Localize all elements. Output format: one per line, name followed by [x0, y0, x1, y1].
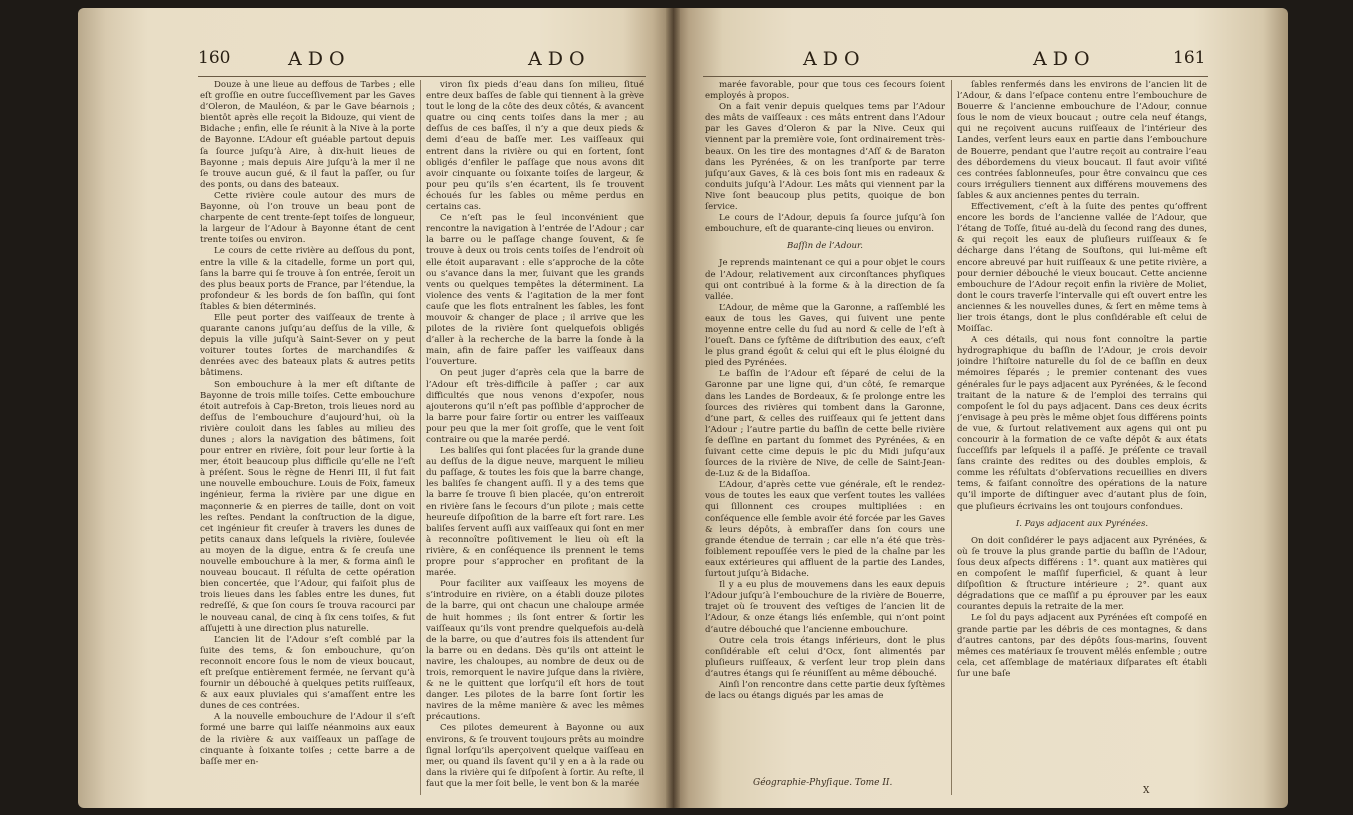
left-column-divider	[420, 80, 421, 795]
paragraph: On doit conſidérer le pays adjacent aux Pyrénées, & où ſe trouve la plus grande partie du baſſin de l’Adour, ſous deux aſpects différens : 1°. quant aux matières qui en compoſent le maſſif ſuperficiel, & quant à leur diſpoſition & ſtructure intérieure ; 2°. quant aux dégradations que ce maſſif a pu éprouver par les eaux courantes depuis la retraite de la mer.	[957, 535, 1207, 613]
paragraph: Ces pilotes demeurent à Bayonne ou aux environs, & ſe trouvent toujours prêts au moindre ſignal lorſqu’ils aperçoivent quelque vaiſſeau en mer, ou quand ils ſavent qu’il y en a à la rade ou dans la rivière qui ſe diſpoſent à ſortir. Au reſte, il faut que la mer ſoit belle, le vent bon & la marée	[426, 723, 644, 789]
paragraph: Les baliſes qui ſont placées ſur la grande dune au deſſus de la digue neuve, marquent le milieu du paſſage, & toutes les fois que la barre change, les baliſes ſe changent auſſi. Il y a des tems que la barre ſe trouve ſi bien placée, qu’on entreroit en rivière ſans le ſecours d’un pilote ; mais cette heureuſe diſpoſition de la barre eſt fort rare. Les baliſes ſervent auſſi aux vaiſſeaux qui ſont en mer à reconnoître poſitivement le lieu où eſt la rivière, & en conſéquence ils prennent le tems propre pour s’approcher en profitant de la marée.	[426, 446, 644, 579]
paragraph: On a fait venir depuis quelques tems par l’Adour des mâts de vaiſſeaux : ces mâts entrent dans l’Adour par les Gaves d’Oleron & par la Nive. Ceux qui viennent par la première voie, ſont ordinairement très-beaux. On les tire des montagnes d’Aſſ & de Baraton dans les Pyrénées, & on les tranſporte par terre juſqu’aux Gaves, & là ces bois ſont mis en radeaux & conduits juſqu’à l’Adour. Les mâts qui viennent par la Nive ſont beaucoup plus petits, quoique de bon ſervice.	[705, 102, 945, 213]
right-header-rule	[703, 76, 1208, 77]
paragraph: marée favorable, pour que tous ces ſecours ſoient employés à propos.	[705, 80, 945, 102]
paragraph: Il y a eu plus de mouvemens dans les eaux depuis l’Adour juſqu’à l’embouchure de la rivière de Bouerre, trajet où ſe trouvent des veſtiges de l’ancien lit de l’Adour, & onze étangs liés enſemble, qui n’ont point d’autre débouché que l’ancienne embouchure.	[705, 580, 945, 635]
paragraph: Outre cela trois étangs inférieurs, dont le plus conſidérable eſt celui d’Ocx, ſont alimentés par pluſieurs ruiſſeaux, & verſent leur trop plein dans d’autres étangs qui ſe réuniſſent au même débouché.	[705, 635, 945, 679]
paragraph: Le ſol du pays adjacent aux Pyrénées eſt compoſé en grande partie par les débris de ces montagnes, & dans d’autres cantons, par des dépôts ſous-marins, ſouvent mêmes ces matériaux ſe trouvent mêlés enſemble ; outre cela, cet aſſemblage de matériaux diſparates eſt établi ſur une baſe	[957, 613, 1207, 679]
page-footer: Géographie-Phyſique. Tome II.	[753, 778, 893, 788]
right-header-word-1: ADO	[803, 48, 866, 70]
paragraph: A ces détails, qui nous font connoître la partie hydrographique du baſſin de l’Adour, je crois devoir joindre l’hiſtoire naturelle du ſol de ce baſſin en deux mémoires ſéparés ; le premier contenant des vues générales ſur le pays adjacent aux Pyrénées, & le ſecond traitant de la nature & de l’emploi des terrains qui compoſent le ſol du pays adjacent. Dans ces deux écrits j’envisage à peu près le même objet ſous différens points de vue, & ſurtout relativement aux agens qui ont pu concourir à la formation de ce vaſte dépôt & aux états ſucceſſifs par leſquels il a paſſé. Je préſente ce travail ſans crainte des redites ou des doubles emplois, & comme les réſultats d’obſervations recueillies en divers tems, & faiſant connoître des opérations de la nature qu’il importe de diſtinguer avec d’autant plus de ſoin, que pluſieurs écrivains les ont toujours confondues.	[957, 335, 1207, 512]
open-book	[78, 8, 1288, 808]
left-page-header	[198, 48, 648, 76]
section-subheading: I. Pays adjacent aux Pyrénées.	[1015, 518, 1149, 529]
left-page-number: 160	[198, 48, 231, 68]
right-header-word-2: ADO	[1033, 48, 1096, 70]
right-page	[673, 8, 1288, 808]
paragraph: ſables renfermés dans les environs de l’ancien lit de l’Adour, & dans l’eſpace contenu entre l’embouchure de Bouerre & l’ancienne embouchure de l’Adour, connue ſous le nom de vieux boucaut ; outre cela neuf étangs, qui ne reçoivent aucuns ruiſſeaux de l’intérieur des Landes, verſent leurs eaux en partie dans l’embouchure de Bouerre, pendant que l’autre reçoit au contraire l’eau des débordemens du vieux boucaut. Il faut avoir viſité ces contrées ſablonneuſes, pour être convaincu que ces cours irréguliers tiennent aux différens mouvemens des ſables & aux anciennes pentes du terrain.	[957, 80, 1207, 201]
paragraph: viron ſix pieds d’eau dans ſon milieu, ſitué entre deux baſſes de ſable qui tiennent à la grève tout le long de la côte des deux côtés, & avancent quatre ou cinq cents toiſes dans la mer ; au deſſus de ces baſſes, il n’y a que deux pieds & demi d’eau de baſſe mer. Les vaiſſeaux qui entrent dans la rivière ou qui en ſortent, ſont obligés d’enfiler le paſſage que nous avons dit avoir cinquante ou ſoixante toiſes de largeur, & pour peu qu’ils s’en écartent, ils ſe trouvent échoués ſur les ſables ou même perdus en certains cas.	[426, 80, 644, 213]
paragraph: Cette rivière coule autour des murs de Bayonne, où l’on trouve un beau pont de charpente de cent trente-ſept toiſes de longueur, la largeur de l’Adour à Bayonne étant de cent trente toiſes ou environ.	[200, 190, 415, 246]
left-column-1	[200, 80, 415, 800]
right-page-header	[703, 48, 1223, 76]
paragraph: Effectivement, c’eſt à la ſuite des pentes qu’offrent encore les bords de l’ancienne vallée de l’Adour, que l’étang de Toſſe, ſitué au-delà du ſecond rang des dunes, & qui reçoit les eaux de pluſieurs ruiſſeaux & ſe décharge dans l’étang de Souſtons, qui lui-même eſt encore abreuvé par huit ruiſſeaux & une petite rivière, a pour dernier débouché le vieux boucaut. Cette ancienne embouchure de l’Adour reçoit enfin la rivière de Moliet, dont le cours traverſe l’intervalle qui eſt ouvert entre les anciennes & les nouvelles dunes, & ſert en même tems à lier trois étangs, dont le plus conſidérable eſt celui de Moiſſac.	[957, 202, 1207, 335]
right-column-divider	[951, 80, 952, 795]
left-column-2	[426, 80, 644, 800]
signature-mark: X	[1143, 786, 1150, 796]
paragraph: Je reprends maintenant ce qui a pour objet le cours de l’Adour, relativement aux circonſtances phyſiques qui ont contribué à la forme & à la direction de ſa vallée.	[705, 258, 945, 302]
book-spine	[666, 8, 680, 808]
right-page-number: 161	[1173, 48, 1206, 68]
paragraph: Le cours de cette rivière au deſſous du pont, entre la ville & la citadelle, forme un port qui, ſans la barre qui ſe trouve à ſon entrée, ſeroit un des plus beaux ports de France, par l’étendue, la profondeur & les bords de ſon baſſin, qui ſont ſtables & bien déterminés.	[200, 246, 415, 312]
paragraph: L’ancien lit de l’Adour s’eſt comblé par la ſuite des tems, & ſon embouchure, qu’on reconnoit encore ſous le nom de vieux boucaut, eſt preſque entièrement fermée, ne ſervant qu’à fournir un débouché à quelques petits ruiſſeaux, & aux eaux pluviales qui s’amaſſent entre les dunes de ces contrées.	[200, 634, 415, 712]
paragraph: A la nouvelle embouchure de l’Adour il s’eſt formé une barre qui laiſſe néanmoins aux eaux de la rivière & aux vaiſſeaux un paſſage de cinquante à ſoixante toiſes ; cette barre a de baſſe mer en-	[200, 712, 415, 767]
section-subheading: Baſſin de l’Adour.	[787, 241, 863, 252]
right-column-1	[705, 80, 945, 780]
right-column-2	[957, 80, 1207, 790]
paragraph: Ainſi l’on rencontre dans cette partie deux ſyſtèmes de lacs ou étangs digués par les amas de	[705, 679, 945, 702]
paragraph: Son embouchure à la mer eſt diſtante de Bayonne de trois mille toiſes. Cette embouchure étoit autrefois à Cap-Breton, trois lieues nord au deſſus de l’embouchure d’aujourd’hui, où la rivière couloit dans les ſables au milieu des dunes ; alors la navigation des bâtimens, ſoit pour entrer en rivière, ſoit pour leur ſortie à la mer, étoit beaucoup plus difficile qu’elle ne l’eſt à préſent. Sous le règne de Henri III, il fut fait une nouvelle embouchure. Louis de Foix, fameux ingénieur, ferma la rivière par une digue en maçonnerie & en pierres de taille, dont on voit les reſtes. Pendant la conſtruction de la digue, cet ingénieur fit creuſer à travers les dunes de petits canaux dans leſquels la rivière, ſoulevée au moyen de la digue, entra & ſe creuſa une nouvelle embouchure à la mer, & forma ainſi le nouveau boucaut. Il réſulta de cette opération bien concertée, que l’Adour, qui faiſoit plus de trois lieues dans les ſables entre les dunes, fut redreſſé, & que ſon cours ſe trouva racourci par le nouveau canal, de cinq à ſix cens toiſes, & fut aſſujetti à une direction plus naturelle.	[200, 379, 415, 634]
left-page	[78, 8, 673, 808]
left-header-rule	[198, 76, 646, 77]
left-header-word-2: ADO	[528, 48, 591, 70]
paragraph: Le baſſin de l’Adour eſt ſéparé de celui de la Garonne par une ligne qui, d’un côté, ſe remarque dans les Landes de Bordeaux, & ſe prolonge entre les ſources des rivières qui tombent dans la Garonne, d’une part, & celles des ruiſſeaux qui ſe jettent dans l’Adour ; l’autre partie du baſſin de cette belle rivière ſe deſſine en partant du ſommet des Pyrénées, & en ſuivant cette cime depuis le pic du Midi juſqu’aux ſources de la rivière de Nive, de celle de Saint-Jean-de-Luz & de la Bidaſſoa.	[705, 369, 945, 480]
paragraph: Pour faciliter aux vaiſſeaux les moyens de s’introduire en rivière, on a établi douze pilotes de la barre, qui ont chacun une chaloupe armée de huit hommes ; ils ſont entrer & ſortir les vaiſſeaux qu’ils vont prendre quelquefois au-delà de la barre, ou que d’autres fois ils attendent ſur la barre ou en dedans. Dès qu’ils ont atteint le navire, les chaloupes, au nombre de deux ou de trois, remorquent le navire juſque dans la rivière, & ne le quittent que lorſqu’il eſt hors de tout danger. Les pilotes de la barre ſont ſortir les navires de la même manière & avec les mêmes précautions.	[426, 579, 644, 723]
paragraph: L’Adour, de même que la Garonne, a raſſemblé les eaux de tous les Gaves, qui ſuivent une pente moyenne entre celle du ſud au nord & celle de l’eſt à l’oueſt. Dans ce ſyſtême de diſtribution des eaux, c’eſt le plus grand égoût & celui qui eſt le plus éloigné du pied des Pyrénées.	[705, 302, 945, 369]
paragraph: On peut juger d’après cela que la barre de l’Adour eſt très-difficile à paſſer ; car aux difficultés que nous venons d’expoſer, nous ajouterons qu’il n’eſt pas poſſible d’approcher de la barre pour faire ſortir ou entrer les vaiſſeaux pour peu que la mer ſoit groſſe, que le vent ſoit contraire ou que la marée perdé.	[426, 368, 644, 445]
paragraph: Le cours de l’Adour, depuis ſa ſource juſqu’à ſon embouchure, eſt de quarante-cinq lieues ou environ.	[705, 213, 945, 235]
paragraph: L’Adour, d’après cette vue générale, eſt le rendez-vous de toutes les eaux que verſent toutes les vallées qui ſillonnent ces croupes multipliées : en conſéquence elle ſemble avoir été forcée par les Gaves & leurs dépôts, à embraſſer dans ſon cours une grande étendue de terrain ; car elle n’a été que très-foiblement repouſſée vers le pied de la chaîne par les eaux extérieures qui affluent de la partie des Landes, ſurtout juſqu’à Bidache.	[705, 480, 945, 580]
paragraph: Douze à une lieue au deffous de Tarbes ; elle eſt groſſie en outre ſucceſſivement par les Gaves d’Oleron, de Mauléon, & par le Gave béarnois ; bientôt après elle reçoit la Bidouze, qui vient de Bidache ; enfin, elle ſe réunit à la Nive à la porte de Bayonne. L’Adour eſt guéable partout depuis ſa ſource juſqu’à Aire, à dix-huit lieues de Bayonne ; mais depuis Aire juſqu’à la mer il ne ſe trouve aucun gué, & il faut la paſſer, ou ſur des ponts, ou dans des bateaux.	[200, 80, 415, 190]
paragraph: Ce n’eſt pas le ſeul inconvénient que rencontre la navigation à l’entrée de l’Adour ; car la barre ou le paſſage change ſouvent, & ſe trouve à deux ou trois cents toiſes de l’endroit où elle étoit auparavant : elle s’approche de la côte ou s’avance dans la mer, ſuivant que les grands vents ou quelques tempêtes la déterminent. La violence des vents & l’agitation de la mer font cauſe que les flots entraînent les ſables, les font mouvoir & changer de place ; il arrive que les pilotes de la rivière ſont quelquefois obligés d’aller à la recherche de la barre la ſonde à la main, afin de faire paſſer les vaiſſeaux dans l’ouverture.	[426, 213, 644, 368]
paragraph: Elle peut porter des vaiſſeaux de trente à quarante canons juſqu’au deſſus de la ville, & depuis la ville juſqu’à Saint-Sever on y peut voiturer toutes ſortes de marchandiſes & denrées avec des bateaux plats & autres petits bâtimens.	[200, 312, 415, 379]
left-header-word-1: ADO	[288, 48, 351, 70]
